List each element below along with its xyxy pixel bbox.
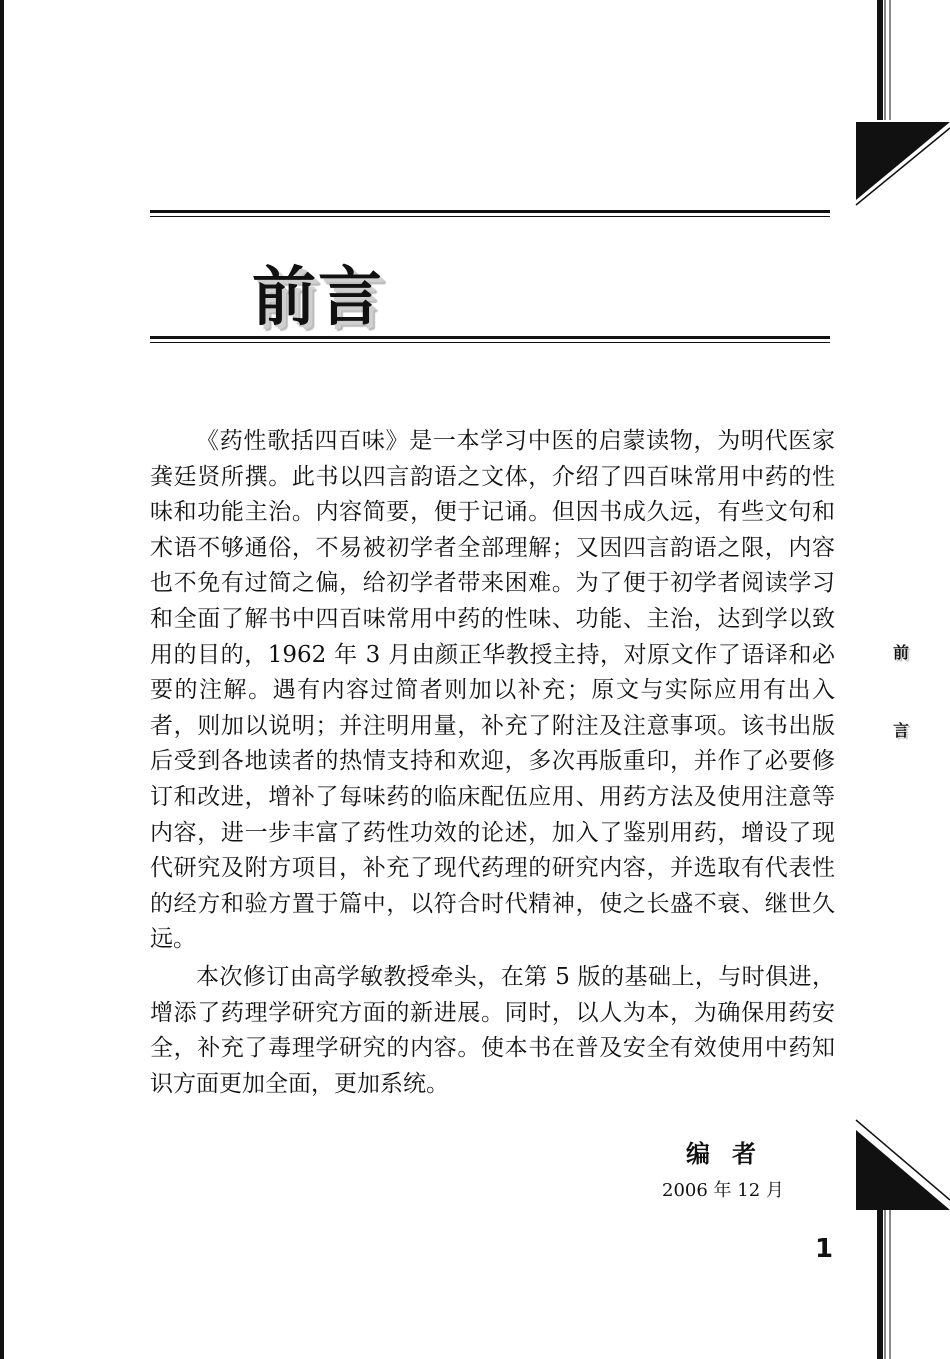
left-border-line xyxy=(0,0,4,1359)
paragraph-1: 《药性歌括四百味》是一本学习中医的启蒙读物，为明代医家龚廷贤所撰。此书以四言韵语之文体，介绍了四百味常用中药的性味和功能主治。内容简要，便于记诵。但因书成久远，有些文句和术语不够通俗，不易被初学者全部理解；又因四言韵语之限，内容也不免有过简之偏，给初学者带来困难。为了便于初学者阅读学习和全面了解书中四百味常用中药的性味、功能、主治，达到学以致用的目的，1962 年 3 月由颜正华教授主持，对原文作了语译和必要的注解。遇有内容过简者则加以补充；原文与实际应用有出入者，则加以说明；并注明用量，补充了附注及注意事项。该书出版后受到各地读者的热情支持和欢迎，多次再版重印，并作了必要修订和改进，增补了每味药的临床配伍应用、用药方法及使用注意等内容，进一步丰富了药性功效的论述，加入了鉴别用药，增设了现代研究及附方项目，补充了现代药理的研究内容，并选取有代表性的经方和验方置于篇中，以符合时代精神，使之长盛不衰、继世久远。 xyxy=(150,428,835,953)
page-title: 前言 xyxy=(252,261,384,335)
page-number: 1 xyxy=(815,1234,834,1264)
side-section-label: 前言 xyxy=(892,643,909,740)
signature: 编者 xyxy=(686,1140,778,1168)
edge-bar-bottom xyxy=(877,1210,883,1359)
preface-body xyxy=(150,424,835,1102)
edge-triangle-top xyxy=(856,122,950,200)
paragraph-2: 本次修订由高学敏教授牵头，在第 5 版的基础上，与时俱进，增添了药理学研究方面的新进展。同时，以人为本，为确保用药安全，补充了毒理学研究的内容。使本书在普及安全有效使用中药知识方面更加全面，更加系统。 xyxy=(150,963,835,1097)
edge-triangle-bottom xyxy=(856,1130,950,1210)
signature-date: 2006 年 12 月 xyxy=(662,1180,784,1201)
title-bottom-rule xyxy=(150,336,830,343)
title-top-rule xyxy=(150,210,830,217)
edge-bar-top xyxy=(877,0,883,120)
